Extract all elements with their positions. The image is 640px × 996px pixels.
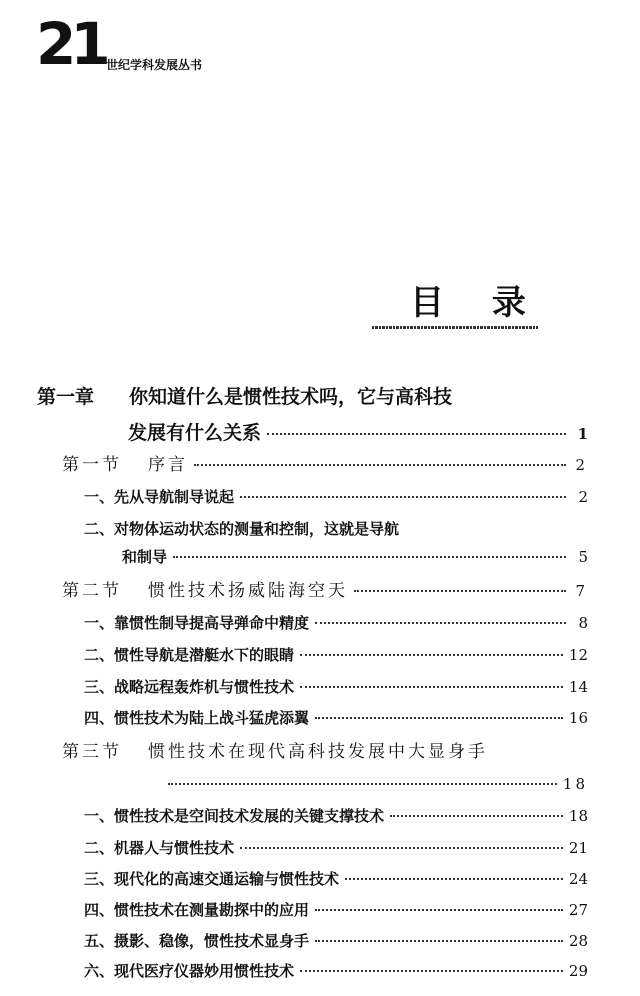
- toc-entry[interactable]: [84, 930, 588, 952]
- toc-entry[interactable]: [84, 837, 588, 859]
- section-title: 惯性技术扬威陆海空天: [148, 581, 348, 601]
- entry-title: 五、摄影、稳像，惯性技术显身手: [84, 932, 310, 950]
- entry-title-line2: 和制导: [122, 548, 168, 566]
- leader-dots: [315, 909, 563, 911]
- toc-entry[interactable]: [84, 805, 588, 827]
- leader-dots: [315, 940, 563, 942]
- chapter-label: 第一章: [37, 386, 95, 408]
- toc-entry[interactable]: [84, 899, 588, 921]
- leader-dots: [300, 654, 563, 656]
- section-title: 惯性技术在现代高科技发展中大显身手: [148, 742, 488, 762]
- entry-title: 一、先从导航制导说起: [84, 488, 235, 506]
- section-label: 第二节: [62, 581, 122, 601]
- series-number: 21: [36, 10, 105, 78]
- page-number: 2: [575, 456, 588, 474]
- entry-title: 一、惯性技术是空间技术发展的关键支撑技术: [84, 807, 385, 825]
- page-number: 21: [568, 839, 588, 857]
- chapter-1-heading: [37, 384, 452, 410]
- leader-dots: [240, 847, 563, 849]
- page-number: 18: [562, 775, 588, 793]
- toc-entry[interactable]: [84, 707, 588, 729]
- toc-title: 目 录: [410, 283, 544, 323]
- page-number: 2: [578, 488, 588, 506]
- leader-dots: [300, 970, 563, 972]
- page-number: 5: [578, 548, 588, 566]
- leader-dots: [345, 878, 563, 880]
- section-title: 序言: [148, 455, 188, 475]
- chapter-1-entry[interactable]: [128, 420, 588, 447]
- leader-dots: [240, 496, 566, 498]
- page-number: 28: [568, 932, 588, 950]
- entry-title: 二、机器人与惯性技术: [84, 839, 235, 857]
- leader-dots: [173, 556, 566, 558]
- page-number: 29: [568, 962, 588, 980]
- toc-entry[interactable]: [84, 612, 588, 634]
- page-number: 24: [568, 870, 588, 888]
- leader-dots: [390, 815, 563, 817]
- section-3-entry[interactable]: [168, 772, 588, 796]
- toc-entry[interactable]: [84, 960, 588, 982]
- leader-dots: [300, 686, 563, 688]
- leader-dots: [168, 783, 557, 785]
- leader-dots: [194, 464, 566, 466]
- entry-title-line1: 二、对物体运动状态的测量和控制，这就是导航: [84, 520, 400, 538]
- page-number: 14: [568, 678, 588, 696]
- leader-dots: [315, 622, 566, 624]
- section-3-heading: [62, 740, 488, 764]
- section-label: 第三节: [62, 742, 122, 762]
- entry-title: 三、现代化的高速交通运输与惯性技术: [84, 870, 340, 888]
- leader-dots: [267, 433, 566, 435]
- entry-title: 二、惯性导航是潜艇水下的眼睛: [84, 646, 295, 664]
- page-number: 18: [568, 807, 588, 825]
- section-1-entry[interactable]: [62, 453, 588, 477]
- page-number: 8: [578, 614, 588, 632]
- entry-title: 一、靠惯性制导提高导弹命中精度: [84, 614, 310, 632]
- page-number: 12: [568, 646, 588, 664]
- toc-entry[interactable]: [84, 644, 588, 666]
- page-number: 16: [568, 709, 588, 727]
- series-name: 世纪学科发展丛书: [106, 58, 203, 72]
- toc-entry[interactable]: [84, 486, 588, 508]
- section-label: 第一节: [62, 455, 122, 475]
- leader-dots: [315, 717, 563, 719]
- toc-entry[interactable]: [122, 546, 588, 568]
- page-number: 27: [568, 901, 588, 919]
- page-number: 1: [577, 425, 588, 443]
- chapter-title-line1: 你知道什么是惯性技术吗，它与高科技: [129, 386, 453, 408]
- leader-dots: [354, 590, 566, 592]
- entry-title: 三、战略远程轰炸机与惯性技术: [84, 678, 295, 696]
- entry-title: 四、惯性技术为陆上战斗猛虎添翼: [84, 709, 310, 727]
- section-2-entry[interactable]: [62, 579, 588, 603]
- entry-title: 六、现代医疗仪器妙用惯性技术: [84, 962, 295, 980]
- toc-entry[interactable]: [84, 868, 588, 890]
- entry-title: 四、惯性技术在测量勘探中的应用: [84, 901, 310, 919]
- chapter-title-line2: 发展有什么关系: [128, 422, 262, 444]
- page-number: 7: [575, 582, 588, 600]
- toc-entry[interactable]: [84, 676, 588, 698]
